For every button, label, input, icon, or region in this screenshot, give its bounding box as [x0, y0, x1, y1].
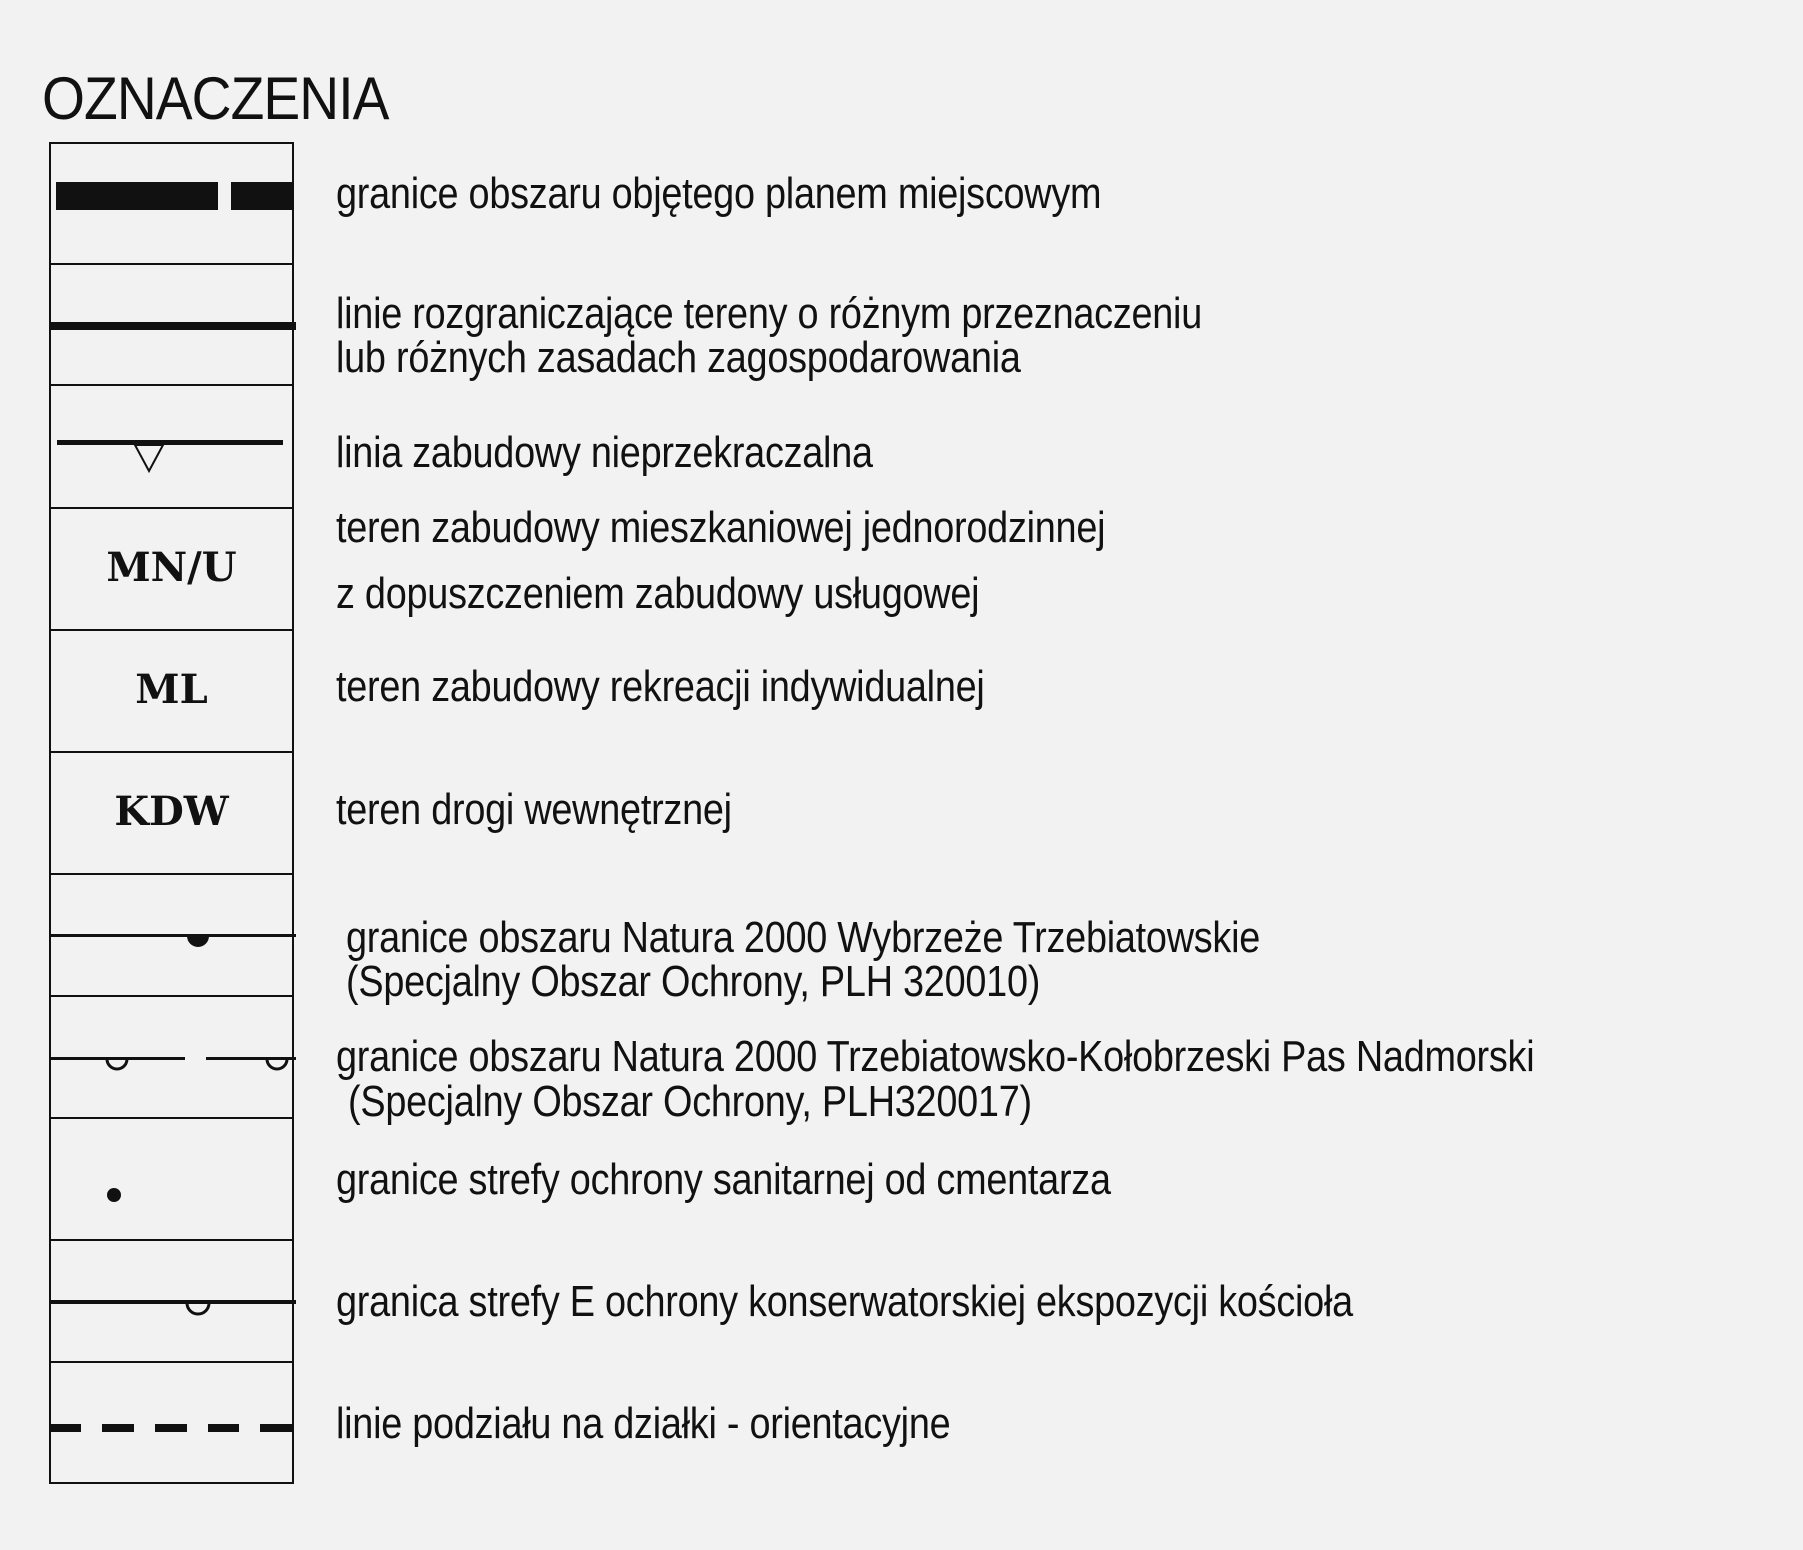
legend-desc-ml: teren zabudowy rekreacji indywidualnej — [336, 662, 985, 711]
plot-division-symbol — [51, 1424, 292, 1432]
legend-symbol-column — [49, 142, 294, 1484]
legend-desc-mn-u: teren zabudowy mieszkaniowej jednorodzinnej — [336, 503, 1106, 552]
code-ml: ML — [135, 666, 208, 713]
natura-2000-pas-nadmorski-symbol — [51, 1057, 296, 1069]
building-line-symbol — [57, 440, 283, 471]
code-kdw: KDW — [114, 788, 229, 835]
natura-2000-wybrzeze-symbol — [51, 934, 296, 947]
legend-desc-dividing-lines: linie rozgraniczające tereny o różnym przeznaczeniu — [336, 289, 1203, 338]
legend-desc-dividing-lines-2: lub różnych zasadach zagospodarowania — [336, 333, 1021, 382]
dividing-line-symbol — [51, 322, 296, 330]
legend-desc-plot-division: linie podziału na działki - orientacyjne — [336, 1399, 951, 1448]
legend-desc-plan-boundary: granice obszaru objętego planem miejscowym — [336, 169, 1102, 218]
legend-desc-natura-pas: granice obszaru Natura 2000 Trzebiatowsko-Kołobrzeski Pas Nadmorski — [336, 1032, 1535, 1081]
legend-desc-natura-wybrzeze: granice obszaru Natura 2000 Wybrzeże Trzebiatowskie — [346, 913, 1261, 962]
legend-title: OZNACZENIA — [42, 65, 389, 132]
conservation-zone-symbol — [51, 1300, 296, 1314]
legend-desc-cemetery-zone: granice strefy ochrony sanitarnej od cmentarza — [336, 1155, 1111, 1204]
legend-desc-natura-wybrzeze-2: (Specjalny Obszar Ochrony, PLH 320010) — [346, 957, 1041, 1006]
cemetery-zone-symbol — [107, 1188, 121, 1202]
legend-desc-conservation-zone: granica strefy E ochrony konserwatorskiej ekspozycji kościoła — [336, 1277, 1353, 1326]
code-mn-u: MN/U — [106, 544, 237, 591]
legend-desc-mn-u-2: z dopuszczeniem zabudowy usługowej — [336, 569, 980, 618]
legend-desc-natura-pas-2: (Specjalny Obszar Ochrony, PLH320017) — [348, 1077, 1032, 1126]
legend-desc-building-line: linia zabudowy nieprzekraczalna — [336, 428, 873, 477]
plan-boundary-symbol — [56, 182, 294, 210]
legend-desc-kdw: teren drogi wewnętrznej — [336, 785, 732, 834]
